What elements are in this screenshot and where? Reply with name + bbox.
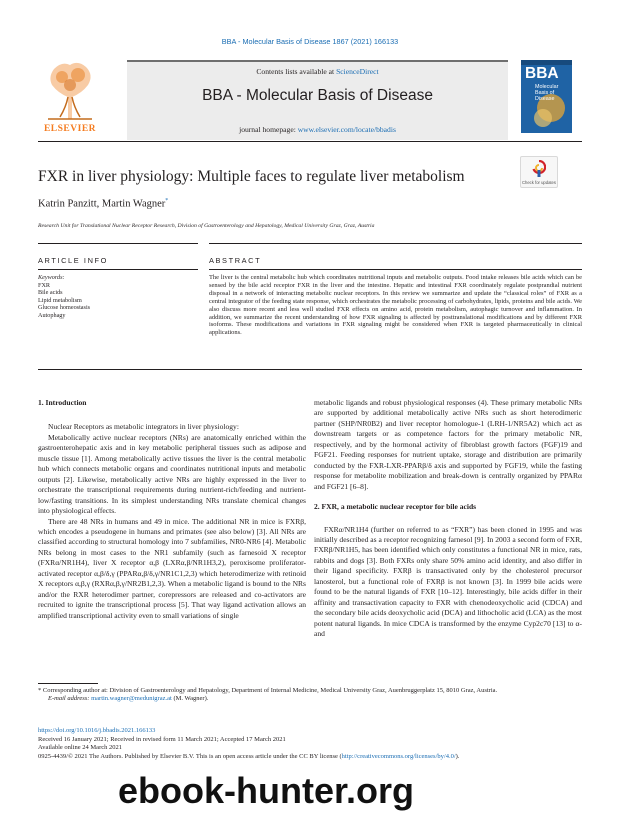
abstract-bottom-rule xyxy=(38,369,582,370)
homepage-line xyxy=(127,125,508,134)
body-paragraph: There are 48 NRs in humans and 49 in mice. The additional NR in mice is FXRβ, which encodes a pseudogene in humans and primates (see also below) [3]. All NRs are classified according to structural homology into 7 subfamilies, NR0-NR6 [4]. Metabolic NRs belong in most cases to the NR1 subfamily (such as farnesoid X receptor (FXRα/NR1H4), liver X receptor α,β (LXRα,β/NR1H3,2), peroxisome proliferator-activated receptor α,β/δ,γ (PPARα,β/δ,γ/NR1C1,2,3) which heterodimerize with retinoid X receptors α,β,γ (RXRα,β,γ/NR2B1,2,3). When a metabolic ligand is bound to the NRs and/or the RXR heterodimer partner, corepressors are released and co-activators are recruited to ignite the transcriptional process [5]. That way ligand activation allows an amplified transcriptional activity even to small variations of single xyxy=(38,516,306,620)
body-right-column xyxy=(314,398,582,640)
body-paragraph: metabolic ligands and robust physiological responses (4). These primary metabolic NRs are supported by additional metabolically active NRs such as short heterodimeric partner (SHP/NR0B2) and liver receptor homologue-1 (LRH-1/NR5A2) which act as downstream targets or as competence factors for the primary metabolic NR, respectively, and by the hormonal activity of fibroblast growth factors (FGF)19 and FGF21. Feeding responses for nutrient uptake, storage and distribution are primarily conducted by the FXR-LXR-PPARβ/δ axis and supported by FGF19, while the fasting response for metabolite mobilization and break-down is centrally organized by PPARα and FGF21 [6–8]. xyxy=(314,398,582,491)
check-updates-icon xyxy=(532,160,546,178)
keyword-item: Lipid metabolism xyxy=(38,296,82,304)
section-1-heading: 1. Introduction xyxy=(38,398,87,407)
body-paragraph: Nuclear Receptors as metabolic integrators in liver physiology: xyxy=(48,422,239,432)
body-paragraph: Metabolically active nuclear receptors (NRs) are anatomically enriched within the gastroenterohepatic axis and in key metabolic peripheral tissues such as adipose and muscle tissue [1]. Among metabolically active tissues the liver is the central metabolic hub which connects metabolic organs and coordinates nutritional inputs and metabolic outputs [2]. Likewise, metabolically active NRs are highly expressed in the liver to orchestrate the transcriptional requirements during nutrient-rich/feeding and nutrient-low/fasting transitions. In its simplest understanding NRs translate chemical changes into physiological effects. xyxy=(38,432,306,516)
email-link[interactable]: martin.wagner@medunigraz.at xyxy=(91,695,172,703)
received-dates: Received 16 January 2021; Received in revised form 11 March 2021; Accepted 17 March 2021 xyxy=(38,735,286,743)
journal-name: BBA - Molecular Basis of Disease xyxy=(202,87,433,104)
corresponding-author-mark[interactable]: * xyxy=(165,198,169,204)
article-info-rule xyxy=(38,243,198,244)
license-line xyxy=(38,753,598,762)
email-line xyxy=(38,695,582,703)
article-info-heading: ARTICLE INFO xyxy=(38,256,108,265)
article-title: FXR in liver physiology: Multiple faces to regulate liver metabolism xyxy=(38,168,465,185)
available-online: Available online 24 March 2021 xyxy=(38,744,122,752)
homepage-prefix: journal homepage: xyxy=(239,125,298,134)
doi-link[interactable]: https://doi.org/10.1016/j.bbadis.2021.166133 xyxy=(38,727,156,734)
license-suffix: ). xyxy=(455,753,460,761)
footnote-block xyxy=(38,687,582,704)
check-for-updates-button[interactable] xyxy=(520,156,558,188)
cover-title: BBA xyxy=(525,65,559,82)
cover-subtitle: Molecular Basis of Disease xyxy=(535,84,559,103)
abstract-rule xyxy=(209,243,582,244)
publication-info xyxy=(38,727,598,762)
sciencedirect-link[interactable]: ScienceDirect xyxy=(336,67,379,76)
elsevier-wordmark: ELSEVIER xyxy=(43,124,97,134)
journal-cover-thumbnail[interactable] xyxy=(521,60,572,133)
corresponding-author-note: * Corresponding author at: Division of Gastroenterology and Hepatology, Department of Internal Medicine, Medical University Graz, Auenbruggerplatz 15, 8010 Graz, Austria. xyxy=(38,687,498,694)
journal-reference[interactable]: BBA - Molecular Basis of Disease 1867 (2021) 166133 xyxy=(221,37,399,46)
keyword-item: Glucose homeostasis xyxy=(38,304,91,311)
watermark-text: ebook-hunter.org xyxy=(118,770,414,811)
abstract-subrule xyxy=(209,269,582,270)
keyword-item: Bile acids xyxy=(38,289,63,296)
section-2-heading: 2. FXR, a metabolic nuclear receptor for bile acids xyxy=(314,502,477,512)
license-prefix: 0925-4439/© 2021 The Authors. Published by Elsevier B.V. This is an open access article under the CC BY license ( xyxy=(38,753,342,761)
email-suffix: (M. Wagner). xyxy=(171,695,209,703)
authors-text: Katrin Panzitt, Martin Wagner xyxy=(38,198,166,210)
journal-header-box xyxy=(127,60,508,140)
check-updates-label: Check for updates xyxy=(522,180,556,185)
author-list xyxy=(38,198,168,210)
keyword-item: Autophagy xyxy=(38,311,66,319)
keywords-block xyxy=(38,274,90,319)
body-left-column xyxy=(38,398,306,621)
article-info-subrule xyxy=(38,269,198,270)
email-label: E-mail address: xyxy=(48,695,92,703)
author-affiliation: Research Unit for Translational Nuclear Receptor Research, Division of Gastroenterology and Hepatology, Medical University Graz, Graz, Austria xyxy=(38,223,375,229)
license-link[interactable]: http://creativecommons.org/licenses/by/4.0/ xyxy=(341,753,456,761)
contents-prefix: Contents lists available at xyxy=(256,67,337,76)
keyword-item: FXR xyxy=(38,281,51,289)
abstract-text: The liver is the central metabolic hub which coordinates nutritional inputs and metabolic outputs. Food intake releases bile acids which can be sensed by the bile acid receptor FXR in the liver and the intestine. Hepatic and intestinal FXR coordinately regulate postprandial nutrient disposal in a network of interacting metabolic nuclear receptors. In this review we summarize and update the “classical roles” of FXR as a central integrator of the feeding state response, which orchestrates the metabolic processing of carbohydrates, lipids, proteins and bile acids. We also discuss more recent and less well studied FXR effects on amino acid, protein metabolism, autophagic turnover and inflammation. In addition, we summarize the recent understanding of how FXR signaling is affected by posttranslational modifications and by different FXR isoforms. These modifications and variations in FXR signaling might be considered when FXR is targeted pharmaceutically in clinical applications. xyxy=(209,274,582,337)
body-paragraph: FXRα/NR1H4 (further on referred to as “FXR”) has been cloned in 1995 and was initially described as a receptor recognizing farnesol [9]. In 2003 a second form of FXR, FXRβ/NR1H5, has been identified which only constitutes a functional NR in mice, rats, rabbits and dogs [3]. Both FXRs only share 50% amino acid identity, and also differ in their ligand specificity. FXRβ is transactivated only by the cholesterol precursor lanosterol, but a functional role of FXRβ is not known [3]. In 1999 bile acids were found to be the natural ligands of FXR [10–12]. Interestingly, bile acids differ in their affinity and transactivation capacity to FXR with chenodeoxycholic acid (CDCA) and the secondary bile acids deoxycholic acid (DCA) and lithocholic acid (LCA) as the most potent natural ligands. In mice CDCA is transformed by the enzyme Cyp2c70 [13] to α- and xyxy=(314,524,582,639)
contents-line xyxy=(127,67,508,76)
footnote-rule xyxy=(38,683,98,684)
header-rule xyxy=(38,141,582,142)
abstract-heading: ABSTRACT xyxy=(209,256,262,265)
homepage-link[interactable]: www.elsevier.com/locate/bbadis xyxy=(297,125,396,134)
keywords-label: Keywords: xyxy=(38,274,65,281)
